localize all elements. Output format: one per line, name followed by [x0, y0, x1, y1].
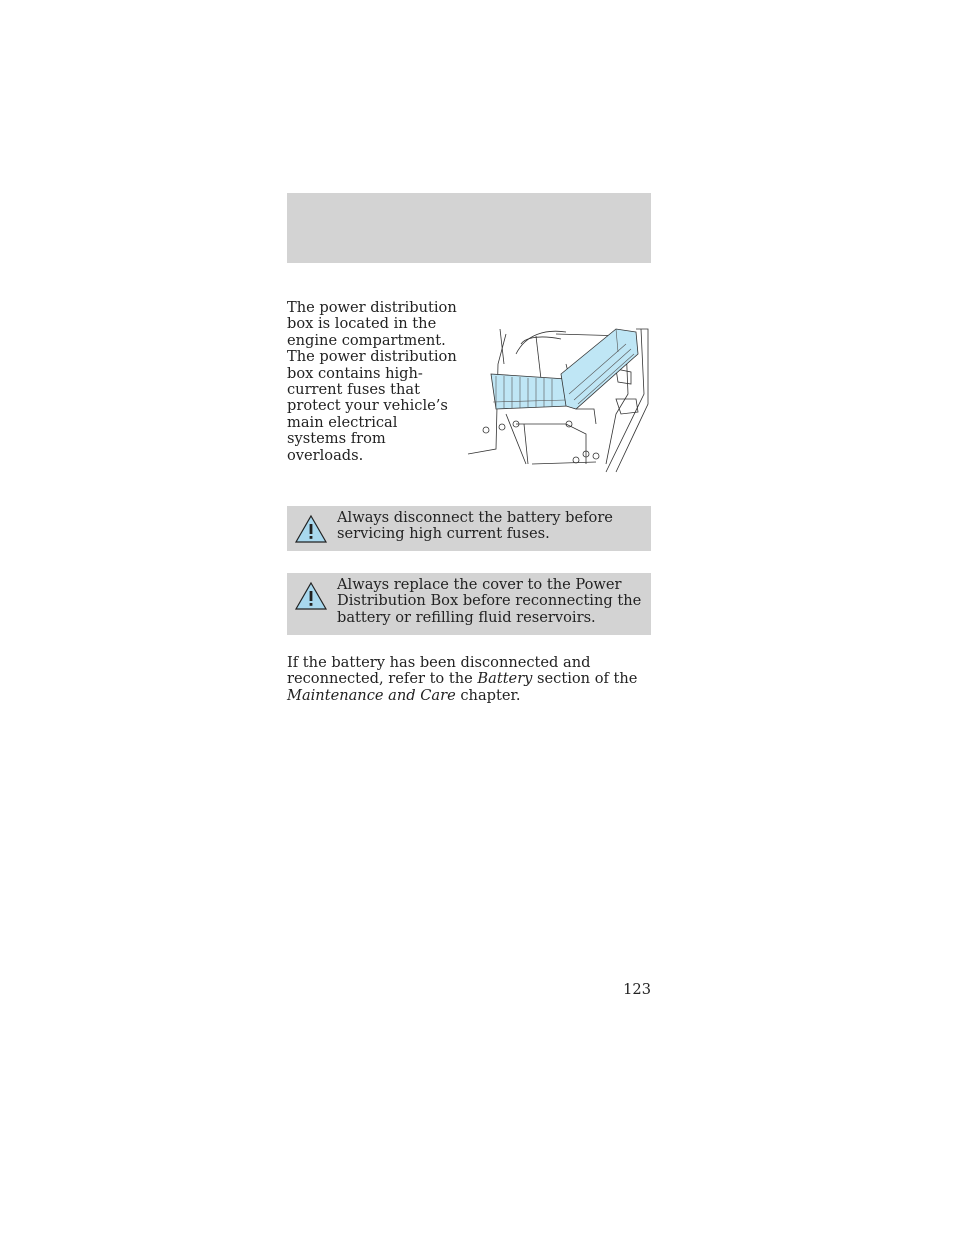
chapter-reference: Maintenance and Care: [287, 686, 456, 704]
header-band: [287, 193, 651, 263]
warning-box-2: [287, 573, 651, 635]
warning-text-2: Always replace the cover to the Power Distribution Box before reconnecting the battery or refilling fluid reservoirs.: [337, 576, 642, 626]
closing-text-2: section of the: [532, 670, 638, 688]
engine-compartment-illustration: [466, 324, 652, 474]
battery-section-reference: Battery: [477, 670, 533, 688]
warning-triangle-icon: [294, 514, 328, 544]
warning-triangle-icon: [294, 581, 328, 611]
closing-paragraph: [287, 655, 651, 704]
closing-text-1: If the battery has been disconnected and reconnected, refer to the: [287, 654, 591, 688]
intro-paragraph: The power distribution box is located in the engine compartment. The power distribution box contains high-current fuses that protect your vehicle’s main electrical systems from overloads.: [287, 299, 457, 464]
closing-text-3: chapter.: [455, 686, 521, 704]
page-number: 123: [623, 981, 651, 998]
warning-box-1: [287, 506, 651, 551]
warning-text-1: Always disconnect the battery before servicing high current fuses.: [337, 509, 613, 543]
